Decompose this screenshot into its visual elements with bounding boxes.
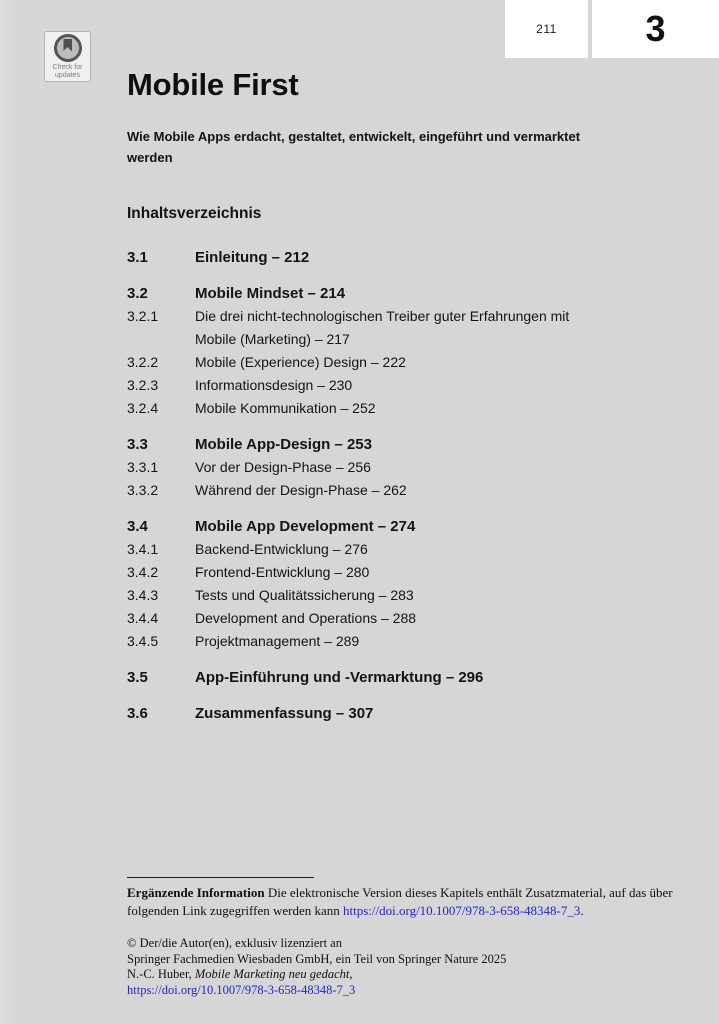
toc-row[interactable] bbox=[127, 584, 605, 607]
toc-entry-label: Informationsdesign – 230 bbox=[195, 377, 353, 393]
toc-entry-label: Mobile (Experience) Design – 222 bbox=[195, 354, 406, 370]
toc-row[interactable] bbox=[127, 515, 605, 538]
toc-row[interactable] bbox=[127, 630, 605, 653]
badge-label bbox=[53, 64, 83, 80]
chapter-title: Mobile First bbox=[127, 67, 299, 102]
toc-entry-number: 3.2 bbox=[127, 285, 148, 302]
toc-heading: Inhaltsverzeichnis bbox=[127, 205, 262, 222]
toc-entry-label: Development and Operations – 288 bbox=[195, 610, 417, 626]
toc-entry-number: 3.2.4 bbox=[127, 400, 159, 416]
toc-entry-label: Mobile App-Design – 253 bbox=[195, 436, 372, 453]
toc-entry-label: Mobile Kommunikation – 252 bbox=[195, 400, 376, 416]
toc-entry-label: Frontend-Entwicklung – 280 bbox=[195, 564, 370, 580]
toc-entry-number: 3.5 bbox=[127, 669, 148, 686]
footnote-period: . bbox=[580, 902, 584, 918]
toc-row[interactable] bbox=[127, 561, 605, 584]
toc-row[interactable] bbox=[127, 282, 605, 305]
toc-row[interactable] bbox=[127, 456, 605, 479]
toc-row[interactable] bbox=[127, 607, 605, 630]
toc-entry-label: Projektmanagement – 289 bbox=[195, 633, 360, 649]
toc-entry-number: 3.2.1 bbox=[127, 308, 159, 324]
toc-entry-label: App-Einführung und -Vermarktung – 296 bbox=[195, 669, 484, 686]
chapter-subtitle: Wie Mobile Apps erdacht, gestaltet, entwickelt, eingeführt und vermarktet werden bbox=[127, 129, 581, 165]
toc-entry-number: 3.4.4 bbox=[127, 610, 159, 626]
toc-row[interactable] bbox=[127, 666, 605, 689]
footnote-doi-link[interactable]: https://doi.org/10.1007/978-3-658-48348-7_3 bbox=[343, 902, 581, 918]
copyright-line2: Springer Fachmedien Wiesbaden GmbH, ein Teil von Springer Nature 2025 bbox=[127, 951, 507, 966]
toc-entry-label: Mobile App Development – 274 bbox=[195, 518, 416, 535]
toc-entry-label: Backend-Entwicklung – 276 bbox=[195, 541, 368, 557]
badge-label-line2: updates bbox=[55, 71, 80, 79]
chapter-number: 3 bbox=[645, 8, 666, 49]
page-number-box bbox=[505, 0, 588, 58]
footnote-text: Die elektronische Version dieses Kapitels enthält Zusatzmaterial, auf das über folgenden Link zugegriffen werden kann bbox=[127, 885, 673, 918]
chapter-front-matter bbox=[127, 69, 621, 725]
toc-entry-label: Mobile Mindset – 214 bbox=[195, 285, 346, 302]
toc-entry-number: 3.4.2 bbox=[127, 564, 159, 580]
toc-row[interactable] bbox=[127, 433, 605, 456]
toc-entry-number: 3.4.3 bbox=[127, 587, 159, 603]
toc-row[interactable] bbox=[127, 397, 605, 420]
toc-entry-number: 3.3.1 bbox=[127, 459, 159, 475]
toc-row[interactable] bbox=[127, 246, 605, 269]
bookmark-ribbon-icon bbox=[63, 39, 72, 52]
footnote-divider bbox=[127, 877, 314, 878]
toc-row[interactable] bbox=[127, 305, 605, 351]
toc-row[interactable] bbox=[127, 351, 605, 374]
footnote-lead: Ergänzende Information bbox=[127, 885, 265, 900]
toc-entry-number: 3.3.2 bbox=[127, 482, 159, 498]
toc-list bbox=[127, 246, 605, 725]
toc-entry-number: 3.2.2 bbox=[127, 354, 159, 370]
copyright-line1: © Der/die Autor(en), exklusiv lizenziert an bbox=[127, 936, 342, 950]
toc-row[interactable] bbox=[127, 702, 605, 725]
toc-entry-label: Zusammenfassung – 307 bbox=[195, 705, 374, 722]
check-for-updates-badge[interactable] bbox=[44, 31, 91, 82]
toc-entry-number: 3.1 bbox=[127, 249, 148, 266]
copyright-doi-link[interactable]: https://doi.org/10.1007/978-3-658-48348-7_3 bbox=[127, 982, 356, 997]
page-footer bbox=[127, 877, 695, 998]
toc-entry-label: Tests und Qualitätssicherung – 283 bbox=[195, 587, 414, 603]
copyright-line3-comma: , bbox=[349, 967, 353, 981]
toc-entry-number: 3.3 bbox=[127, 436, 148, 453]
page-number: 211 bbox=[536, 22, 557, 36]
toc-entry-label: Einleitung – 212 bbox=[195, 249, 310, 266]
toc-entry-number: 3.6 bbox=[127, 705, 148, 722]
toc-entry-label: Während der Design-Phase – 262 bbox=[195, 482, 407, 498]
toc-entry-number: 3.4 bbox=[127, 518, 148, 535]
crossmark-bookmark-icon bbox=[54, 34, 82, 62]
book-title-italic: Mobile Marketing neu gedacht bbox=[194, 967, 350, 981]
copyright-author: N.-C. Huber, bbox=[127, 967, 195, 981]
badge-label-line1: Check for bbox=[52, 63, 83, 71]
toc-entry-label: Vor der Design-Phase – 256 bbox=[195, 459, 371, 475]
footnote bbox=[127, 884, 695, 919]
toc-row[interactable] bbox=[127, 538, 605, 561]
toc-entry-number: 3.4.1 bbox=[127, 541, 159, 557]
toc-entry-number: 3.4.5 bbox=[127, 633, 159, 649]
toc-entry-label: Die drei nicht-technologischen Treiber guter Erfahrungen mit Mobile (Marketing) – 217 bbox=[195, 308, 570, 347]
chapter-number-box bbox=[592, 0, 719, 58]
toc-row[interactable] bbox=[127, 479, 605, 502]
toc-entry-number: 3.2.3 bbox=[127, 377, 159, 393]
copyright-block bbox=[127, 936, 647, 998]
toc-row[interactable] bbox=[127, 374, 605, 397]
